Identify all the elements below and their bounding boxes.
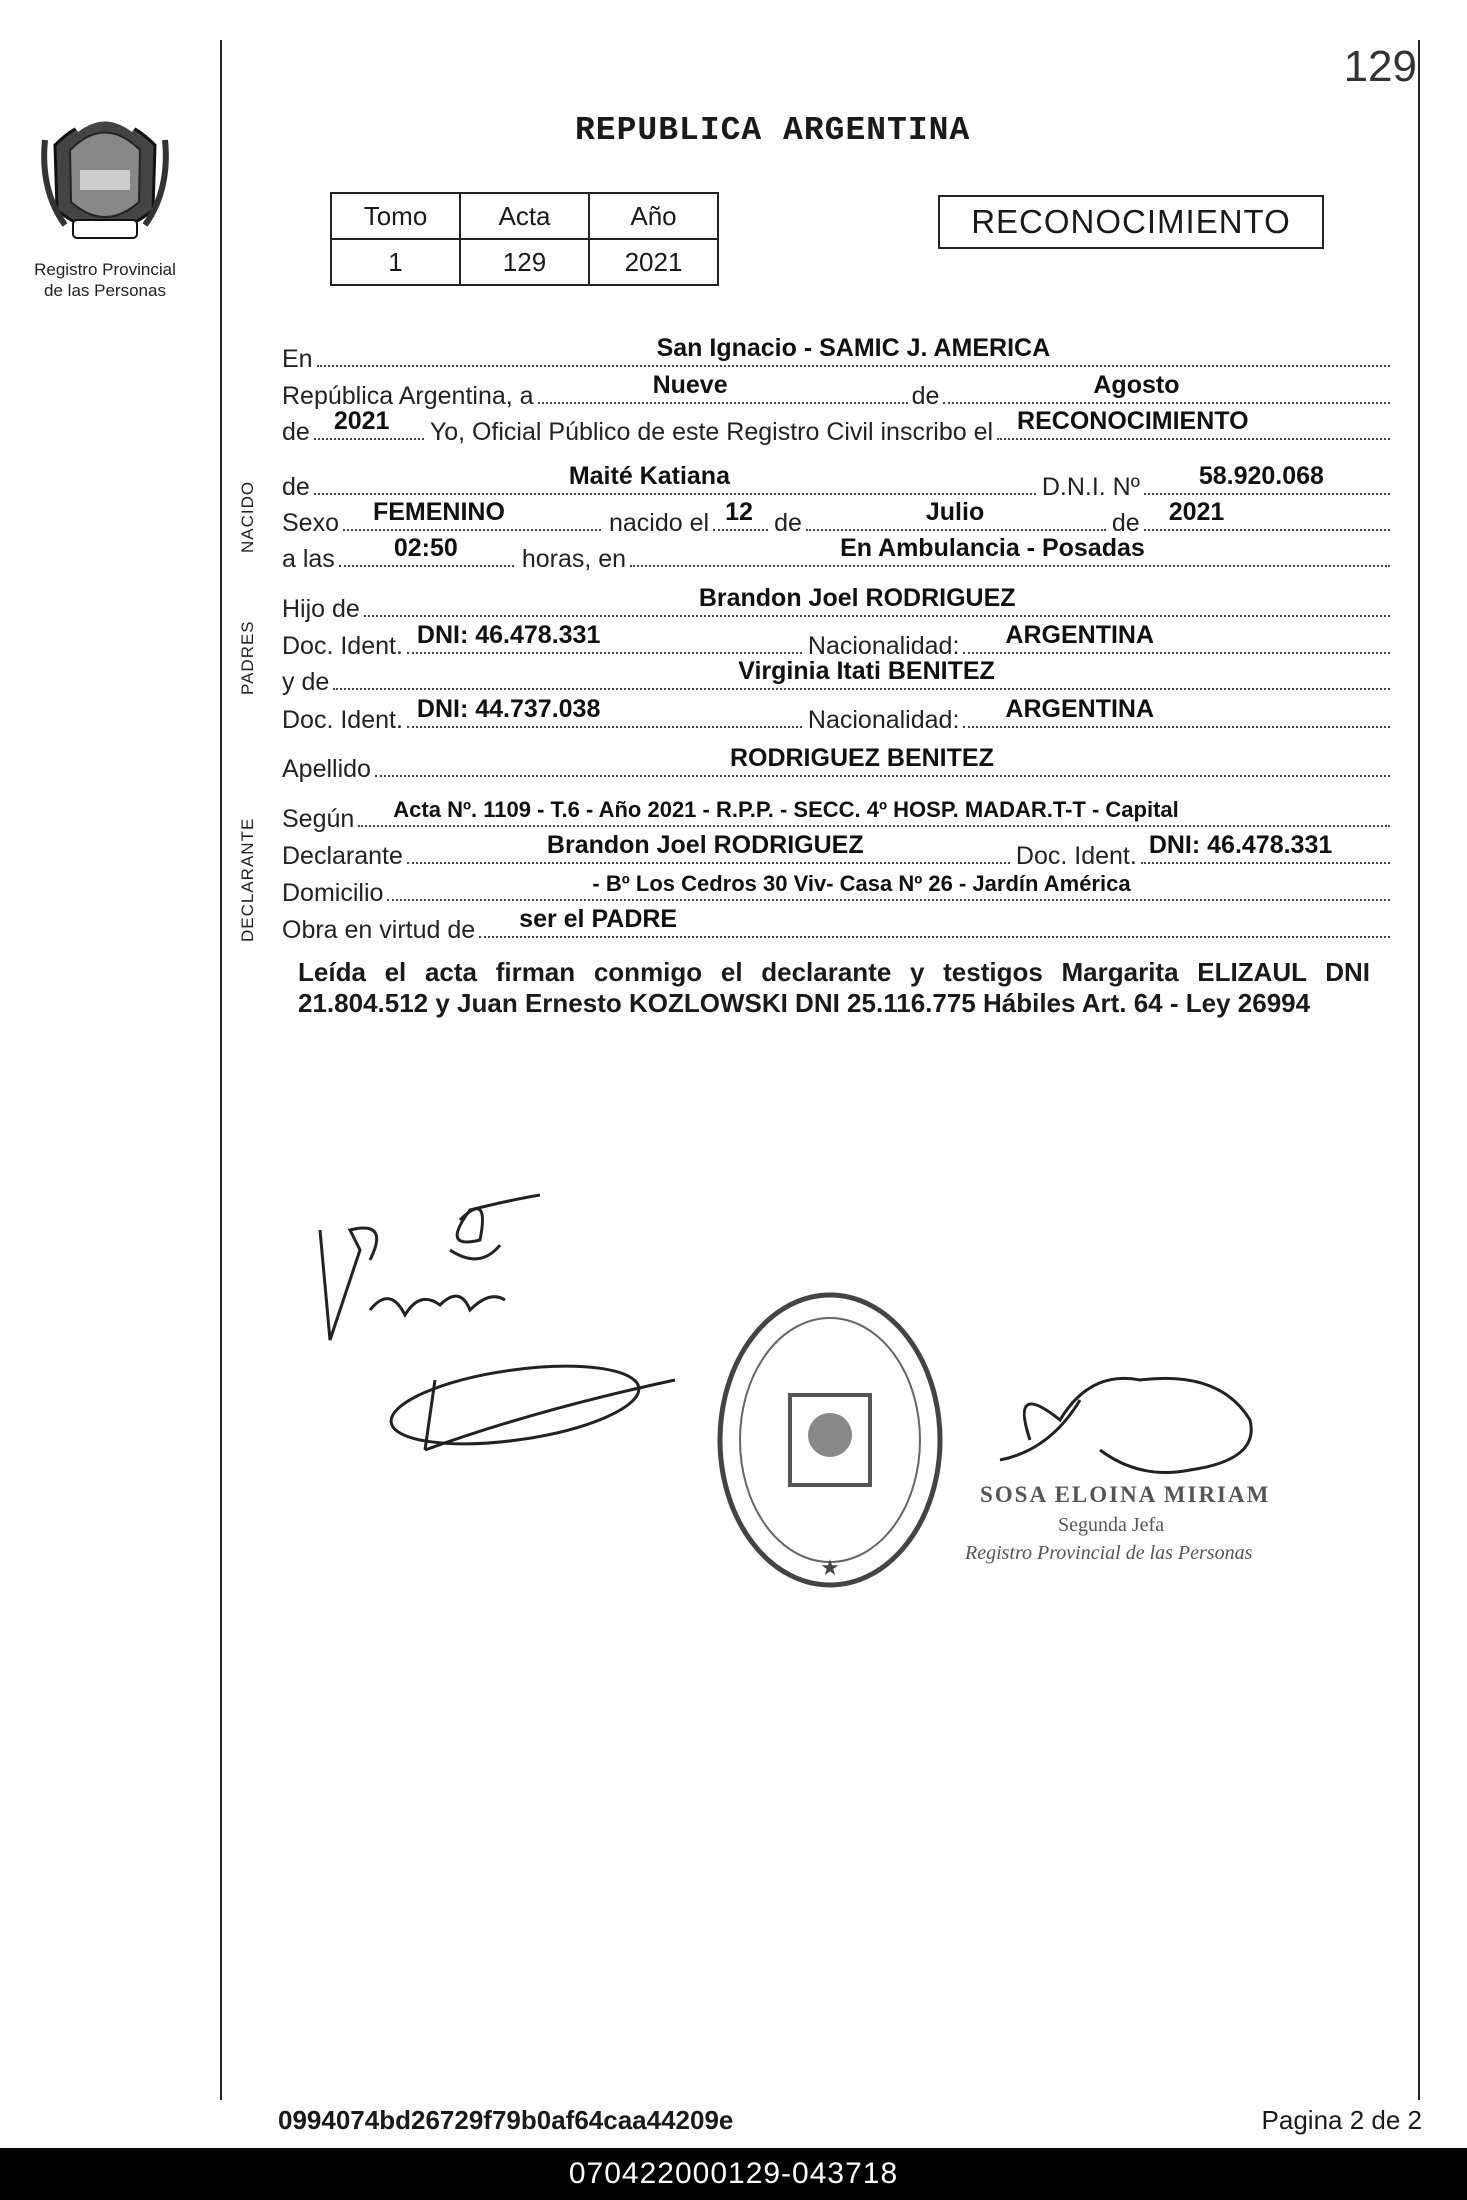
section-label-declarante: DECLARANTE — [238, 817, 257, 942]
label-y-de: y de — [282, 668, 330, 696]
label-en: En — [282, 345, 313, 373]
value-lugar: En Ambulancia - Posadas — [840, 534, 1145, 562]
signature-official-image — [990, 1360, 1270, 1500]
document-hash: 0994074bd26729f79b0af64caa44209e — [278, 2105, 734, 2135]
field-fecha — [282, 371, 1390, 411]
value-padre-doc: DNI: 46.478.331 — [416, 621, 601, 649]
field-inscribo — [282, 407, 1390, 447]
label-republica: República Argentina, a — [282, 382, 534, 410]
field-apellido — [282, 744, 1390, 784]
field-obra — [282, 905, 1390, 945]
official-office: Registro Provincial de las Personas — [965, 1542, 1253, 1564]
value-segun: Acta Nº. 1109 - T.6 - Año 2021 - R.P.P. - SECC. 4º HOSP. MADAR.T-T - Capital — [393, 797, 1179, 822]
value-dni: 58.920.068 — [1198, 462, 1324, 490]
section-label-padres: PADRES — [238, 620, 257, 695]
label-obra: Obra en virtud de — [282, 916, 476, 944]
value-tipo: RECONOCIMIENTO — [1017, 407, 1249, 435]
closing-paragraph: Leída el acta firman conmigo el declarante y testigos Margarita ELIZAUL DNI 21.804.512 y Juan Ernesto KOZLOWSKI DNI 25.116.775 Hábiles Art. 64 - Ley 26994 — [298, 957, 1370, 1018]
field-sexo — [282, 498, 1390, 538]
label-hijo-de: Hijo de — [282, 595, 360, 623]
table-value-tomo: 1 — [331, 239, 460, 285]
act-type-box: RECONOCIMIENTO — [938, 195, 1324, 249]
official-seal-stamp-image — [710, 1285, 950, 1595]
value-declarante-doc: DNI: 46.478.331 — [1148, 831, 1333, 859]
table-header-tomo: Tomo — [331, 193, 460, 239]
value-nac-mes: Julio — [925, 498, 985, 526]
registry-table — [330, 192, 719, 286]
value-declarante: Brandon Joel RODRIGUEZ — [546, 831, 864, 859]
value-mes: Agosto — [1093, 371, 1180, 399]
label-de-mes: de — [911, 382, 940, 410]
table-value-anio: 2021 — [589, 239, 718, 285]
label-declarante-doc: Doc. Ident. — [1015, 842, 1137, 870]
label-apellido: Apellido — [282, 755, 371, 783]
label-sexo: Sexo — [282, 509, 339, 537]
label-nac-padre: Nacionalidad: — [807, 632, 960, 660]
label-inscribo: Yo, Oficial Público de este Registro Civil inscribo el — [429, 418, 994, 446]
label-doc-madre: Doc. Ident. — [282, 706, 403, 734]
value-domicilio: - Bº Los Cedros 30 Viv- Casa Nº 26 - Jardín América — [592, 871, 1131, 896]
logo-caption-line1: Registro Provincial — [34, 260, 176, 279]
official-role: Segunda Jefa — [1058, 1514, 1165, 1536]
field-en — [282, 334, 1390, 374]
value-nac-dia: 12 — [725, 498, 753, 526]
value-madre-doc: DNI: 44.737.038 — [416, 695, 601, 723]
svg-text:★: ★ — [820, 1556, 840, 1581]
value-padre: Brandon Joel RODRIGUEZ — [698, 584, 1016, 612]
value-dia: Nueve — [652, 371, 728, 399]
field-nombre — [282, 462, 1390, 502]
field-padre — [282, 584, 1390, 624]
left-margin-line — [220, 40, 222, 2100]
value-madre: Virginia Itati BENITEZ — [738, 657, 995, 685]
table-header-anio: Año — [589, 193, 718, 239]
signature-declarante-image — [310, 1190, 550, 1360]
registry-logo — [30, 100, 180, 301]
document-title: REPUBLICA ARGENTINA — [575, 112, 971, 149]
field-segun — [282, 797, 1390, 834]
value-en: San Ignacio - SAMIC J. AMERICA — [656, 334, 1051, 362]
label-a-las: a las — [282, 545, 335, 573]
label-dni: D.N.I. Nº — [1041, 473, 1140, 501]
barcode-strip: 070422000129-043718 — [0, 2148, 1467, 2200]
label-horas-en: horas, en — [521, 545, 627, 573]
page-indicator: Pagina 2 de 2 — [1261, 2105, 1422, 2135]
table-header-acta: Acta — [460, 193, 589, 239]
value-apellido: RODRIGUEZ BENITEZ — [729, 744, 994, 772]
value-obra: ser el PADRE — [519, 905, 678, 933]
value-sexo: FEMENINO — [372, 498, 505, 526]
page-number: 129 — [1343, 42, 1417, 91]
label-declarante: Declarante — [282, 842, 403, 870]
label-nacido-el: nacido el — [608, 509, 710, 537]
value-nombre: Maité Katiana — [568, 462, 730, 490]
signature-witness-image — [385, 1360, 685, 1460]
label-nac-madre: Nacionalidad: — [807, 706, 960, 734]
table-value-acta: 129 — [460, 239, 589, 285]
label-de-nac-mes: de — [774, 509, 802, 537]
value-madre-nac: ARGENTINA — [1005, 695, 1155, 723]
label-de-nac-anio: de — [1111, 509, 1140, 537]
section-label-nacido: NACIDO — [238, 480, 257, 553]
logo-caption-line2: de las Personas — [44, 281, 166, 300]
field-padre-doc — [282, 621, 1390, 661]
value-nac-anio: 2021 — [1168, 498, 1225, 526]
misiones-shield-icon — [35, 100, 175, 250]
value-anio: 2021 — [333, 407, 390, 435]
right-margin-line — [1418, 40, 1420, 2100]
field-madre-doc — [282, 695, 1390, 735]
label-domicilio: Domicilio — [282, 879, 384, 907]
label-doc-padre: Doc. Ident. — [282, 632, 403, 660]
label-de-nombre: de — [282, 473, 310, 501]
field-madre — [282, 657, 1390, 697]
label-de-anio: de — [282, 418, 310, 446]
value-padre-nac: ARGENTINA — [1005, 621, 1155, 649]
value-hora: 02:50 — [393, 534, 458, 562]
official-name: SOSA ELOINA MIRIAM — [980, 1482, 1271, 1507]
field-domicilio — [282, 871, 1390, 908]
label-segun: Según — [282, 805, 355, 833]
field-hora-lugar — [282, 534, 1390, 574]
field-declarante — [282, 831, 1390, 871]
